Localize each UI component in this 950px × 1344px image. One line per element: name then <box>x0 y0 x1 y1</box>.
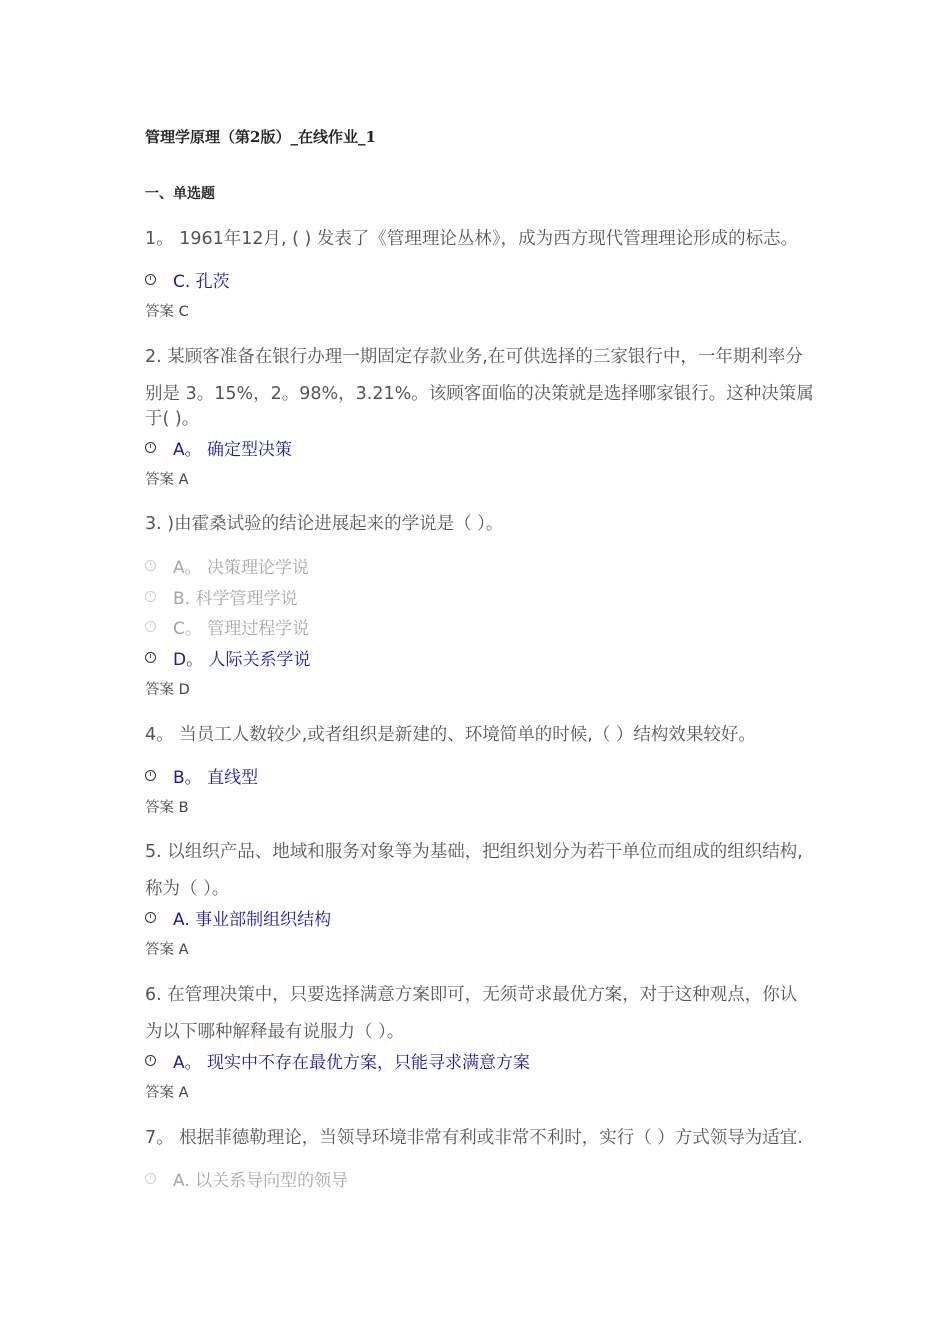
option-label: C。 管理过程学说 <box>173 618 310 639</box>
question-text: 5. 以组织产品、地域和服务对象等为基础，把组织划分为若干单位而组成的组织结构, <box>145 842 803 862</box>
radio-icon[interactable] <box>145 560 156 571</box>
option-label: D。 人际关系学说 <box>173 649 311 670</box>
answer-label: 答案 C <box>145 304 189 320</box>
radio-icon[interactable] <box>145 274 156 285</box>
section-heading: 一、单选题 <box>145 186 215 202</box>
option-item[interactable] <box>145 905 331 929</box>
radio-icon[interactable] <box>145 770 156 781</box>
question-text: 于( )。 <box>145 409 200 429</box>
option-item[interactable] <box>145 614 309 638</box>
option-label: A。 决策理论学说 <box>173 557 310 578</box>
option-label: A. 事业部制组织结构 <box>173 909 332 930</box>
option-item[interactable] <box>145 763 258 787</box>
answer-label: 答案 A <box>145 472 189 488</box>
option-label: C. 孔茨 <box>173 271 230 292</box>
option-item[interactable] <box>145 267 230 291</box>
option-item[interactable] <box>145 1048 530 1072</box>
radio-icon[interactable] <box>145 591 156 602</box>
radio-icon[interactable] <box>145 1173 156 1184</box>
radio-icon[interactable] <box>145 442 156 453</box>
option-item[interactable] <box>145 1166 348 1190</box>
question-text: 4。 当员工人数较少,或者组织是新建的、环境简单的时候,（ ）结构效果较好。 <box>145 725 756 745</box>
radio-icon[interactable] <box>145 1055 156 1066</box>
question-text: 为以下哪种解释最有说服力（ ）。 <box>145 1022 405 1042</box>
document-title: 管理学原理（第2版）_在线作业_1 <box>145 128 376 146</box>
radio-icon[interactable] <box>145 621 156 632</box>
option-item[interactable] <box>145 584 297 608</box>
answer-label: 答案 A <box>145 1085 189 1101</box>
question-text: 1。 1961年12月, ( ) 发表了《管理理论丛林》，成为西方现代管理理论形成的标志。 <box>145 229 799 249</box>
option-label: B。 直线型 <box>173 767 259 788</box>
option-label: B. 科学管理学说 <box>173 588 298 609</box>
option-item[interactable] <box>145 645 311 669</box>
answer-label: 答案 A <box>145 942 189 958</box>
question-text: 6. 在管理决策中，只要选择满意方案即可，无须苛求最优方案，对于这种观点，你认 <box>145 985 798 1005</box>
option-item[interactable] <box>145 435 292 459</box>
option-label: A。 现实中不存在最优方案，只能寻求满意方案 <box>173 1052 531 1073</box>
option-label: A。 确定型决策 <box>173 439 293 460</box>
question-text: 3. )由霍桑试验的结论进展起来的学说是（ ）。 <box>145 514 504 534</box>
question-text: 称为（ ）。 <box>145 879 230 899</box>
option-label: A. 以关系导向型的领导 <box>173 1170 349 1191</box>
question-text: 2. 某顾客准备在银行办理一期固定存款业务,在可供选择的三家银行中，一年期利率分 <box>145 347 803 367</box>
radio-icon[interactable] <box>145 912 156 923</box>
question-text: 别是 3。15%，2。98%，3.21%。该顾客面临的决策就是选择哪家银行。这种决策属 <box>145 384 814 404</box>
radio-icon[interactable] <box>145 652 156 663</box>
question-text: 7。 根据菲德勒理论，当领导环境非常有利或非常不利时，实行（ ）方式领导为适宜. <box>145 1128 803 1148</box>
option-item[interactable] <box>145 553 309 577</box>
answer-label: 答案 B <box>145 800 189 816</box>
answer-label: 答案 D <box>145 682 190 698</box>
